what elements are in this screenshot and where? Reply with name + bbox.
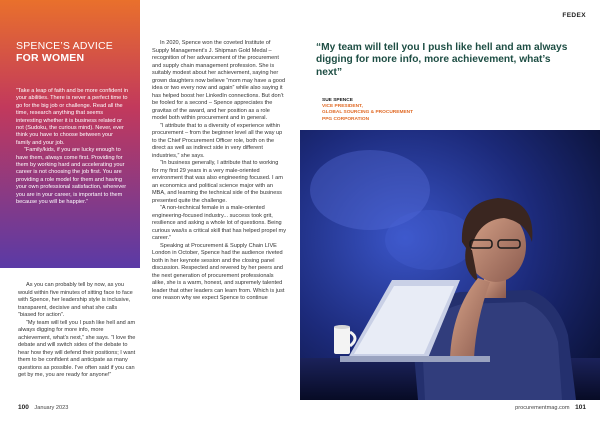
portrait-photo: [300, 130, 600, 400]
left-column-text: [18, 282, 136, 380]
byline-title-2: GLOBAL SOURCING & PROCUREMENT: [322, 110, 414, 116]
issue-date: January 2023: [34, 405, 69, 411]
footer-right: [515, 404, 586, 411]
byline: [322, 98, 413, 123]
body-paragraph: In 2020, Spence won the coveted Institute of Supply Management’s J. Shipman Gold Medal – recognition of her advancement of the procurement and supply chain management profession. She is suitably modest about her achievement, saying her grown daughters now believe “mom may have a good idea or two every now and again” while also saying it has helped boost her LinkedIn connections. But don’t be fooled for a second – Spence appreciates the gravitas of the award, and her position as a role model both within procurement and in general.: [152, 40, 286, 121]
sidebar-paragraph: “Take a leap of faith and be more confident in your abilities. There is never a perfect time to go for the big job or challenge. Read all the time, research anything that seems interesting whether it is business related or not (Sudoku, the curious mind). Never, ever think you have to choose between your family and your job.: [16, 88, 128, 146]
middle-column-text: [152, 40, 286, 303]
sidebar-title-line2: FOR WOMEN: [16, 52, 85, 64]
running-head: FEDEX: [562, 12, 586, 19]
byline-name: SUE SPENCE: [322, 98, 353, 103]
photo-illustration: [300, 130, 600, 400]
body-paragraph: “I attribute that to a diversity of experience within procurement – from the beginner level all the way up to the Chief Procurement Officer role, both on the direct as well as indirect side in very different industries,” she says.: [152, 122, 283, 159]
sidebar-title-line1: SPENCE’S ADVICE: [16, 40, 113, 52]
advice-sidebar: [0, 0, 140, 268]
byline-company: PPG CORPORATION: [322, 116, 370, 122]
body-paragraph: As you can probably tell by now, as you would within five minutes of sitting face to face with Spence, her leadership style is inclusive, transparent, decisive and what she calls “biased for action”.: [18, 282, 133, 318]
sidebar-title: [16, 40, 128, 64]
sidebar-body: [16, 88, 128, 207]
body-paragraph: Speaking at Procurement & Supply Chain LIVE London in October, Spence had the audience riveted both in her keynote session and the closing panel discussion. Respected and revered by her peers and the next generation of procurement professionals alike, she is a warm, honest, and supremely talented leader that other leaders can learn from. Which is just one reason why we expect Spence to continue: [152, 242, 285, 301]
body-paragraph: “My team will tell you I push like hell and am always digging for more info, more achievement, what’s next,” she says. “I love the debate and will switch sides of the debate to hear how they will defend their positions; I want them to be confident and anticipate as many questions as possible. I’ve often said if you can get by me, you are ready for anyone!”: [18, 319, 136, 378]
website-url: procurementmag.com: [515, 405, 570, 411]
byline-title-1: VICE PRESIDENT,: [322, 104, 363, 110]
footer-left: [18, 404, 68, 411]
page-number-left: 100: [18, 404, 29, 411]
body-paragraph: “A non-technical female in a male-oriented engineering-focused industry... success took grit, resilience and asking a whole lot of questions. Being curious was/is a critical skill that has helped propel my career.”: [152, 205, 286, 241]
sidebar-paragraph: “Family/kids, if you are lucky enough to have them, always come first. Providing for them by working hard and accelerating your career is not choosing the job first. You are providing a role model for them and having your own professional satisfaction, wherever you are in your career, is important to them because you will be happier.”: [16, 147, 127, 206]
pull-quote: “My team will tell you I push like hell and am always digging for more info, more achievement, what’s next”: [316, 42, 568, 78]
page-number-right: 101: [575, 404, 586, 411]
body-paragraph: “In business generally, I attribute that to working for my first 29 years in a very male-oriented environment that was also engineering focused. I am an economics and political science major with an MBA, and learning the technical side of the business presented quite the challenge.: [152, 160, 283, 204]
